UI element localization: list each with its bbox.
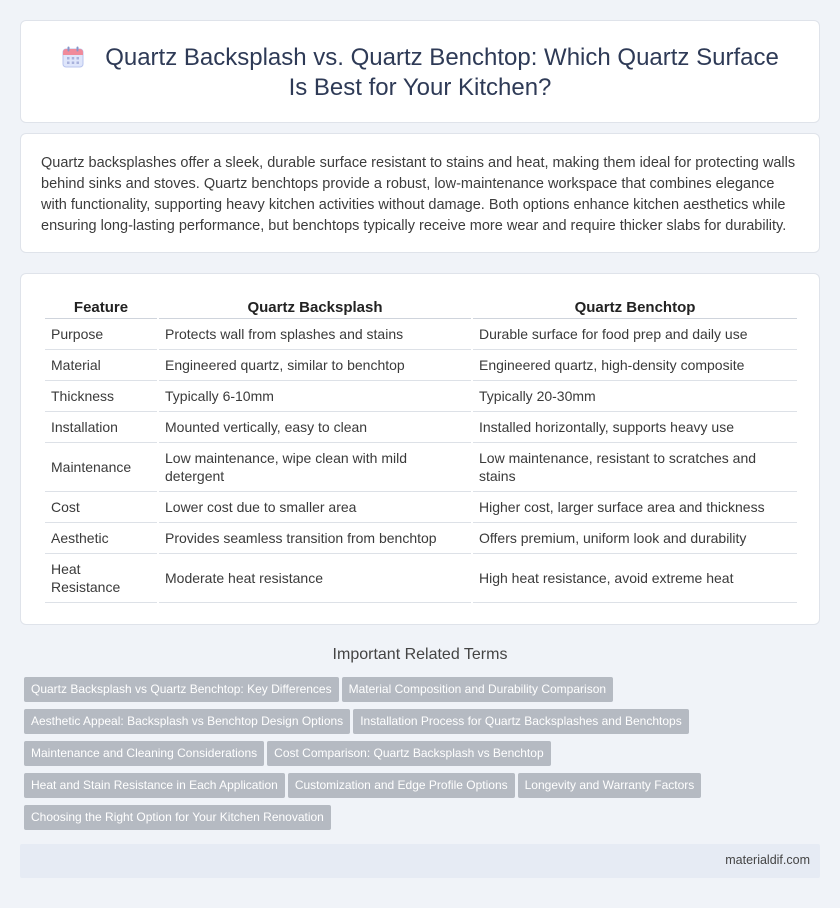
- related-term-tag[interactable]: Material Composition and Durability Comparison: [342, 677, 613, 702]
- table-row: [45, 350, 797, 381]
- backsplash-cell: Low maintenance, wipe clean with mild detergent: [159, 443, 471, 492]
- page-title: [50, 43, 790, 103]
- feature-cell: Cost: [45, 492, 157, 523]
- related-terms-heading: Important Related Terms: [332, 646, 508, 663]
- header-quartz-benchtop: Quartz Benchtop: [473, 297, 797, 319]
- backsplash-cell: Provides seamless transition from benchtop: [159, 523, 471, 554]
- related-term-tag[interactable]: Aesthetic Appeal: Backsplash vs Benchtop Design Options: [24, 709, 350, 734]
- table-row: [45, 492, 797, 523]
- table-row: [45, 319, 797, 350]
- backsplash-cell: Mounted vertically, easy to clean: [159, 412, 471, 443]
- feature-cell: Aesthetic: [45, 523, 157, 554]
- backsplash-cell: Lower cost due to smaller area: [159, 492, 471, 523]
- benchtop-cell: Installed horizontally, supports heavy use: [473, 412, 797, 443]
- benchtop-cell: Typically 20-30mm: [473, 381, 797, 412]
- footer-site-link[interactable]: materialdif.com: [725, 853, 810, 867]
- feature-cell: Thickness: [45, 381, 157, 412]
- feature-cell: Maintenance: [45, 443, 157, 492]
- benchtop-cell: Offers premium, uniform look and durability: [473, 523, 797, 554]
- backsplash-cell: Typically 6-10mm: [159, 381, 471, 412]
- comparison-card: [20, 273, 820, 625]
- header-feature: Feature: [45, 297, 157, 319]
- intro-paragraph: Quartz backsplashes offer a sleek, durable surface resistant to stains and heat, making them ideal for protecting walls behind sinks and stoves. Quartz benchtops provide a robust, low-maintenance workspace that combines elegance with functionality, supporting heavy kitchen activities without damage. Both options enhance kitchen aesthetics while ensuring long-lasting performance, but benchtops typically receive more wear and require thicker slabs for durability.: [41, 155, 796, 234]
- header-quartz-backsplash: Quartz Backsplash: [159, 297, 471, 319]
- related-term-tag[interactable]: Maintenance and Cleaning Considerations: [24, 741, 264, 766]
- benchtop-cell: Higher cost, larger surface area and thickness: [473, 492, 797, 523]
- calendar-icon: [61, 45, 85, 69]
- feature-cell: Material: [45, 350, 157, 381]
- benchtop-cell: Engineered quartz, high-density composite: [473, 350, 797, 381]
- related-term-tag[interactable]: Longevity and Warranty Factors: [518, 773, 702, 798]
- benchtop-cell: Durable surface for food prep and daily use: [473, 319, 797, 350]
- feature-cell: Purpose: [45, 319, 157, 350]
- footer: [20, 844, 820, 878]
- table-row: [45, 523, 797, 554]
- related-term-tag[interactable]: Customization and Edge Profile Options: [288, 773, 515, 798]
- table-row: [45, 412, 797, 443]
- related-terms-list: [24, 677, 744, 837]
- benchtop-cell: Low maintenance, resistant to scratches and stains: [473, 443, 797, 492]
- feature-cell: Heat Resistance: [45, 554, 157, 603]
- related-term-tag[interactable]: Choosing the Right Option for Your Kitchen Renovation: [24, 805, 331, 830]
- related-term-tag[interactable]: Quartz Backsplash vs Quartz Benchtop: Key Differences: [24, 677, 339, 702]
- table-row: [45, 381, 797, 412]
- feature-cell: Installation: [45, 412, 157, 443]
- benchtop-cell: High heat resistance, avoid extreme heat: [473, 554, 797, 603]
- table-row: [45, 443, 797, 492]
- related-term-tag[interactable]: Cost Comparison: Quartz Backsplash vs Benchtop: [267, 741, 550, 766]
- related-term-tag[interactable]: Heat and Stain Resistance in Each Application: [24, 773, 285, 798]
- backsplash-cell: Engineered quartz, similar to benchtop: [159, 350, 471, 381]
- backsplash-cell: Protects wall from splashes and stains: [159, 319, 471, 350]
- header-card: [20, 20, 820, 123]
- comparison-table: [43, 297, 799, 603]
- page-title-text: Quartz Backsplash vs. Quartz Benchtop: Which Quartz Surface Is Best for Your Kitchen?: [105, 44, 779, 101]
- backsplash-cell: Moderate heat resistance: [159, 554, 471, 603]
- intro-card: [20, 133, 820, 253]
- related-term-tag[interactable]: Installation Process for Quartz Backsplashes and Benchtops: [353, 709, 689, 734]
- table-header-row: [45, 297, 797, 319]
- table-row: [45, 554, 797, 603]
